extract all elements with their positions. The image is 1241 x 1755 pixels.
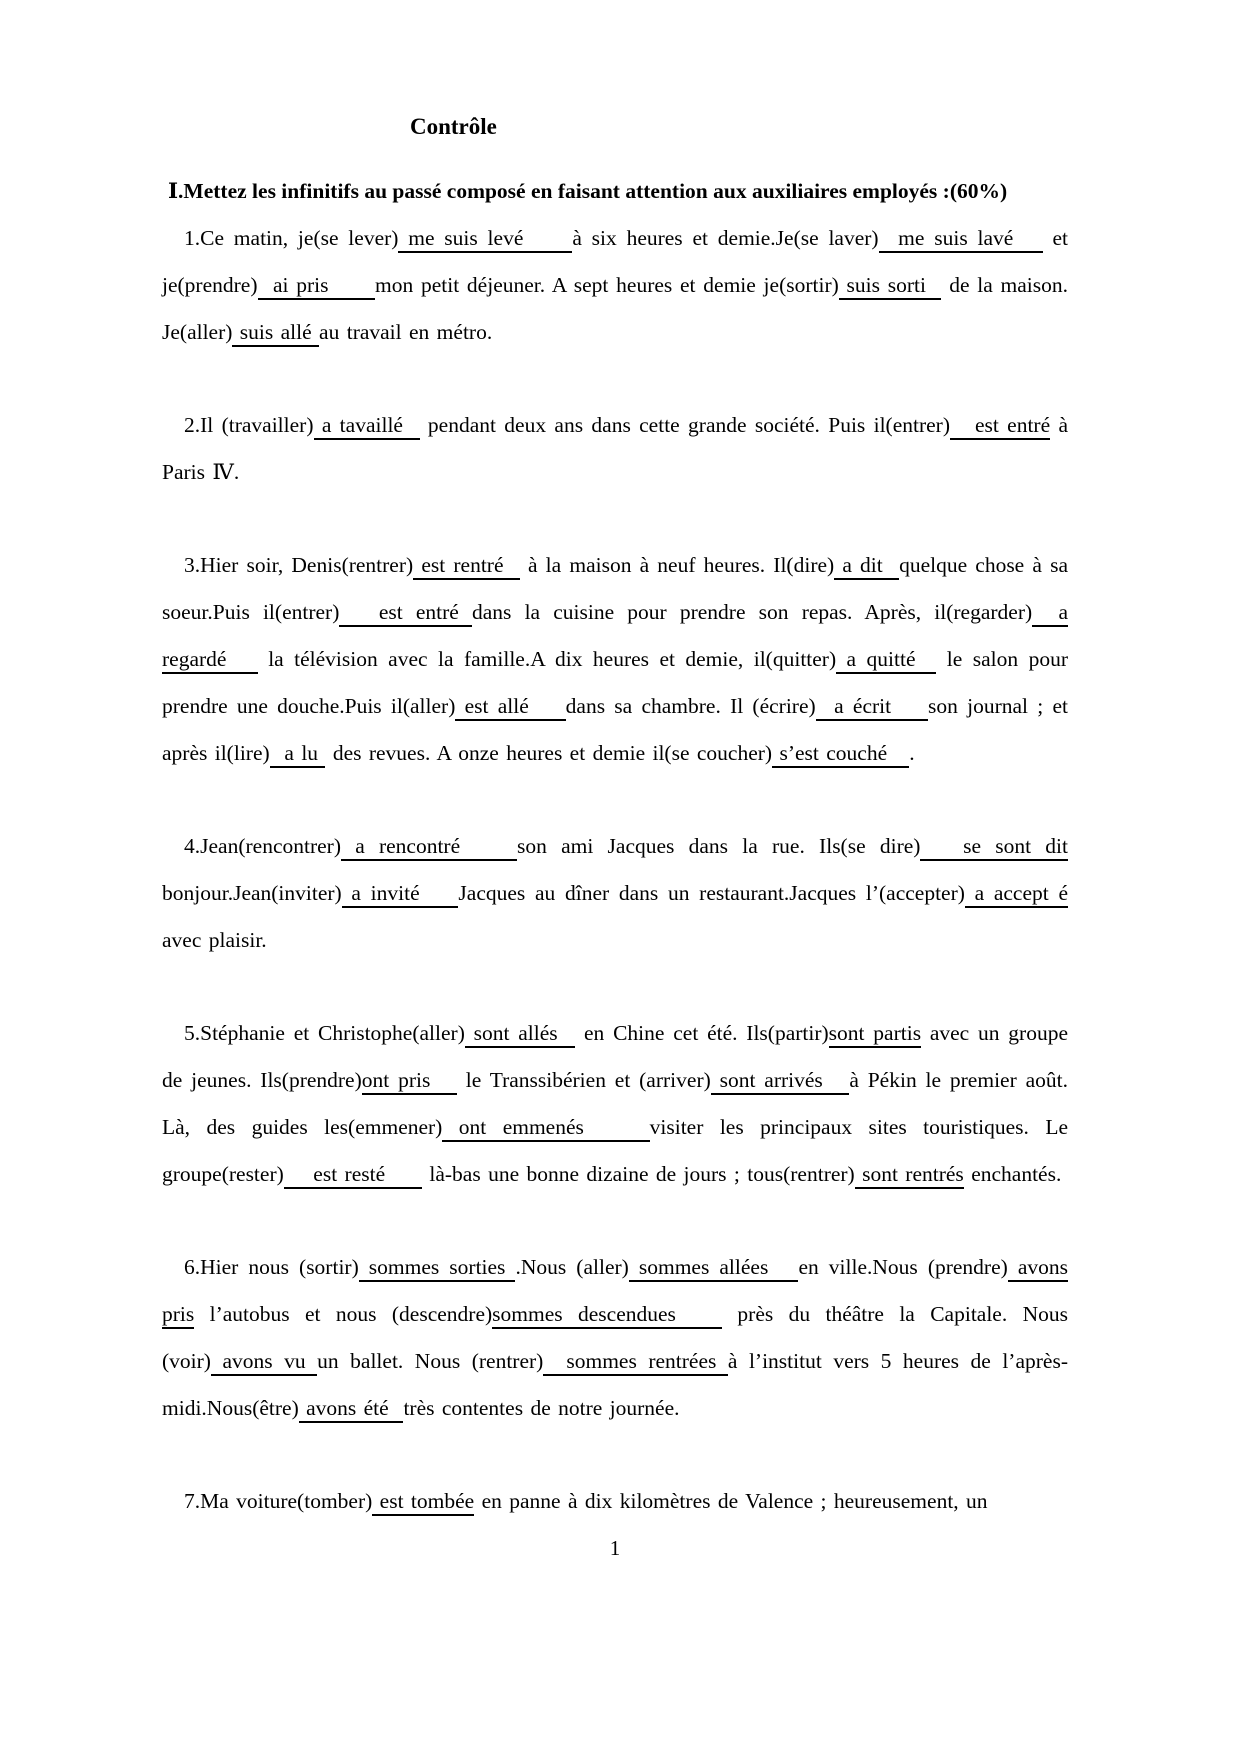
- exercise-heading: Ⅰ.Mettez les infinitifs au passé composé en faisant attention aux auxiliaires employés :(60%): [168, 179, 1008, 203]
- answer-blank: a accept é: [965, 881, 1068, 908]
- text-run: en Chine cet été. Ils(partir): [575, 1021, 829, 1045]
- text-run: quelque chose à sa soeur.Puis il(entrer): [162, 553, 1068, 624]
- answer-blank: ai pris: [258, 273, 376, 300]
- answer-blank: est rentré: [413, 553, 520, 580]
- text-run: mon petit déjeuner. A sept heures et demie je(sortir): [375, 273, 839, 297]
- answer-blank: est resté: [284, 1162, 422, 1189]
- text-run: de la maison. Je(aller): [162, 273, 1068, 344]
- answer-blank: avons pris: [162, 1255, 1068, 1329]
- text-run: 1.Ce matin, je(se lever): [184, 226, 399, 250]
- text-run: à six heures et demie.Je(se laver): [572, 226, 879, 250]
- text-run: en ville.Nous (prendre): [798, 1255, 1008, 1279]
- answer-blank: est entré: [339, 600, 472, 627]
- answer-blank: a regardé: [162, 600, 1068, 674]
- answer-blank: a lu: [270, 741, 326, 768]
- answer-blank: sont allés: [465, 1021, 575, 1048]
- answer-blank: ont emmenés: [442, 1115, 649, 1142]
- text-run: près du théâtre la Capitale. Nous (voir): [162, 1302, 1068, 1373]
- exercise-paragraph: [162, 542, 1068, 777]
- text-run: à Paris Ⅳ.: [162, 413, 1069, 484]
- answer-blank: a dit: [834, 553, 899, 580]
- exercise-paragraph: [162, 215, 1068, 356]
- answer-blank: sommes rentrées: [543, 1349, 728, 1376]
- exercise-paragraph: [162, 1244, 1068, 1432]
- answer-blank: se sont dit: [920, 834, 1068, 861]
- answer-blank: a rencontré: [341, 834, 517, 861]
- answer-blank: a invité: [342, 881, 459, 908]
- answer-blank: sont rentrés: [855, 1162, 964, 1189]
- answer-blank: a quitté: [836, 647, 936, 674]
- answer-blank: me suis lavé: [879, 226, 1043, 253]
- answer-blank: sommes sorties: [359, 1255, 516, 1282]
- text-run: dans sa chambre. Il (écrire): [565, 694, 816, 718]
- text-run: 7.Ma voiture(tomber): [184, 1489, 373, 1513]
- text-run: au travail en métro.: [319, 320, 493, 344]
- text-run: un ballet. Nous (rentrer): [317, 1349, 544, 1373]
- text-run: des revues. A onze heures et demie il(se coucher): [325, 741, 773, 765]
- answer-blank: est entré: [950, 413, 1050, 440]
- page-number: 1: [609, 1536, 621, 1560]
- text-run: avec un groupe de jeunes. Ils(prendre): [162, 1021, 1068, 1092]
- text-run: à Pékin le premier août. Là, des guides les(emmener): [162, 1068, 1068, 1139]
- text-run: très contentes de notre journée.: [403, 1396, 680, 1420]
- answer-blank: est allé: [455, 694, 565, 721]
- text-run: 4.Jean(rencontrer): [184, 834, 341, 858]
- text-run: 3.Hier soir, Denis(rentrer): [184, 553, 414, 577]
- answer-blank: sommes allées: [629, 1255, 799, 1282]
- text-run: à la maison à neuf heures. Il(dire): [519, 553, 835, 577]
- text-run: dans la cuisine pour prendre son repas. Après, il(regarder): [472, 600, 1033, 624]
- answer-blank: a écrit: [816, 694, 928, 721]
- text-run: et je(prendre): [162, 226, 1068, 297]
- text-run: pendant deux ans dans cette grande société. Puis il(entrer): [419, 413, 950, 437]
- text-run: son ami Jacques dans la rue. Ils(se dire): [517, 834, 921, 858]
- text-run: 5.Stéphanie et Christophe(aller): [184, 1021, 465, 1045]
- answer-blank: ont pris: [362, 1068, 457, 1095]
- text-run: à l’institut vers 5 heures de l’après-midi.Nous(être): [162, 1349, 1068, 1420]
- text-run: bonjour.Jean(inviter): [162, 881, 342, 905]
- text-run: le salon pour prendre une douche.Puis il(aller): [162, 647, 1068, 718]
- answer-blank: s’est couché: [772, 741, 909, 768]
- text-run: 2.Il (travailler): [184, 413, 314, 437]
- answer-blank: me suis levé: [398, 226, 572, 253]
- answer-blank: a tavaillé: [314, 413, 420, 440]
- text-run: là-bas une bonne dizaine de jours ; tous(rentrer): [422, 1162, 855, 1186]
- answer-blank: sont arrivés: [711, 1068, 850, 1095]
- answer-blank: avons été: [299, 1396, 404, 1423]
- exercise-paragraph: [162, 1478, 1068, 1525]
- document-title: Contrôle: [410, 114, 497, 139]
- answer-blank: suis sorti: [839, 273, 942, 300]
- text-run: en panne à dix kilomètres de Valence ; heureusement, un: [474, 1489, 988, 1513]
- text-run: l’autobus et nous (descendre): [194, 1302, 493, 1326]
- text-run: visiter les principaux sites touristiques. Le groupe(rester): [162, 1115, 1068, 1186]
- text-run: la télévision avec la famille.A dix heures et demie, il(quitter): [257, 647, 837, 671]
- text-run: son journal ; et après il(lire): [162, 694, 1068, 765]
- text-run: le Transsibérien et (arriver): [456, 1068, 711, 1092]
- text-run: .Nous (aller): [515, 1255, 629, 1279]
- answer-blank: suis allé: [232, 320, 319, 347]
- text-run: 6.Hier nous (sortir): [184, 1255, 359, 1279]
- paragraphs: [162, 215, 1068, 1525]
- exercise-paragraph: [162, 1010, 1068, 1198]
- text-run: Jacques au dîner dans un restaurant.Jacques l’(accepter): [458, 881, 965, 905]
- answer-blank: sont partis: [829, 1021, 921, 1048]
- exercise-paragraph: [162, 402, 1068, 496]
- text-run: enchantés.: [963, 1162, 1062, 1186]
- exercise-paragraph: [162, 823, 1068, 964]
- answer-blank: est tombée: [372, 1489, 474, 1516]
- answer-blank: sommes descendues: [492, 1302, 722, 1329]
- answer-blank: avons vu: [211, 1349, 317, 1376]
- text-run: .: [909, 741, 915, 765]
- text-run: avec plaisir.: [162, 928, 267, 952]
